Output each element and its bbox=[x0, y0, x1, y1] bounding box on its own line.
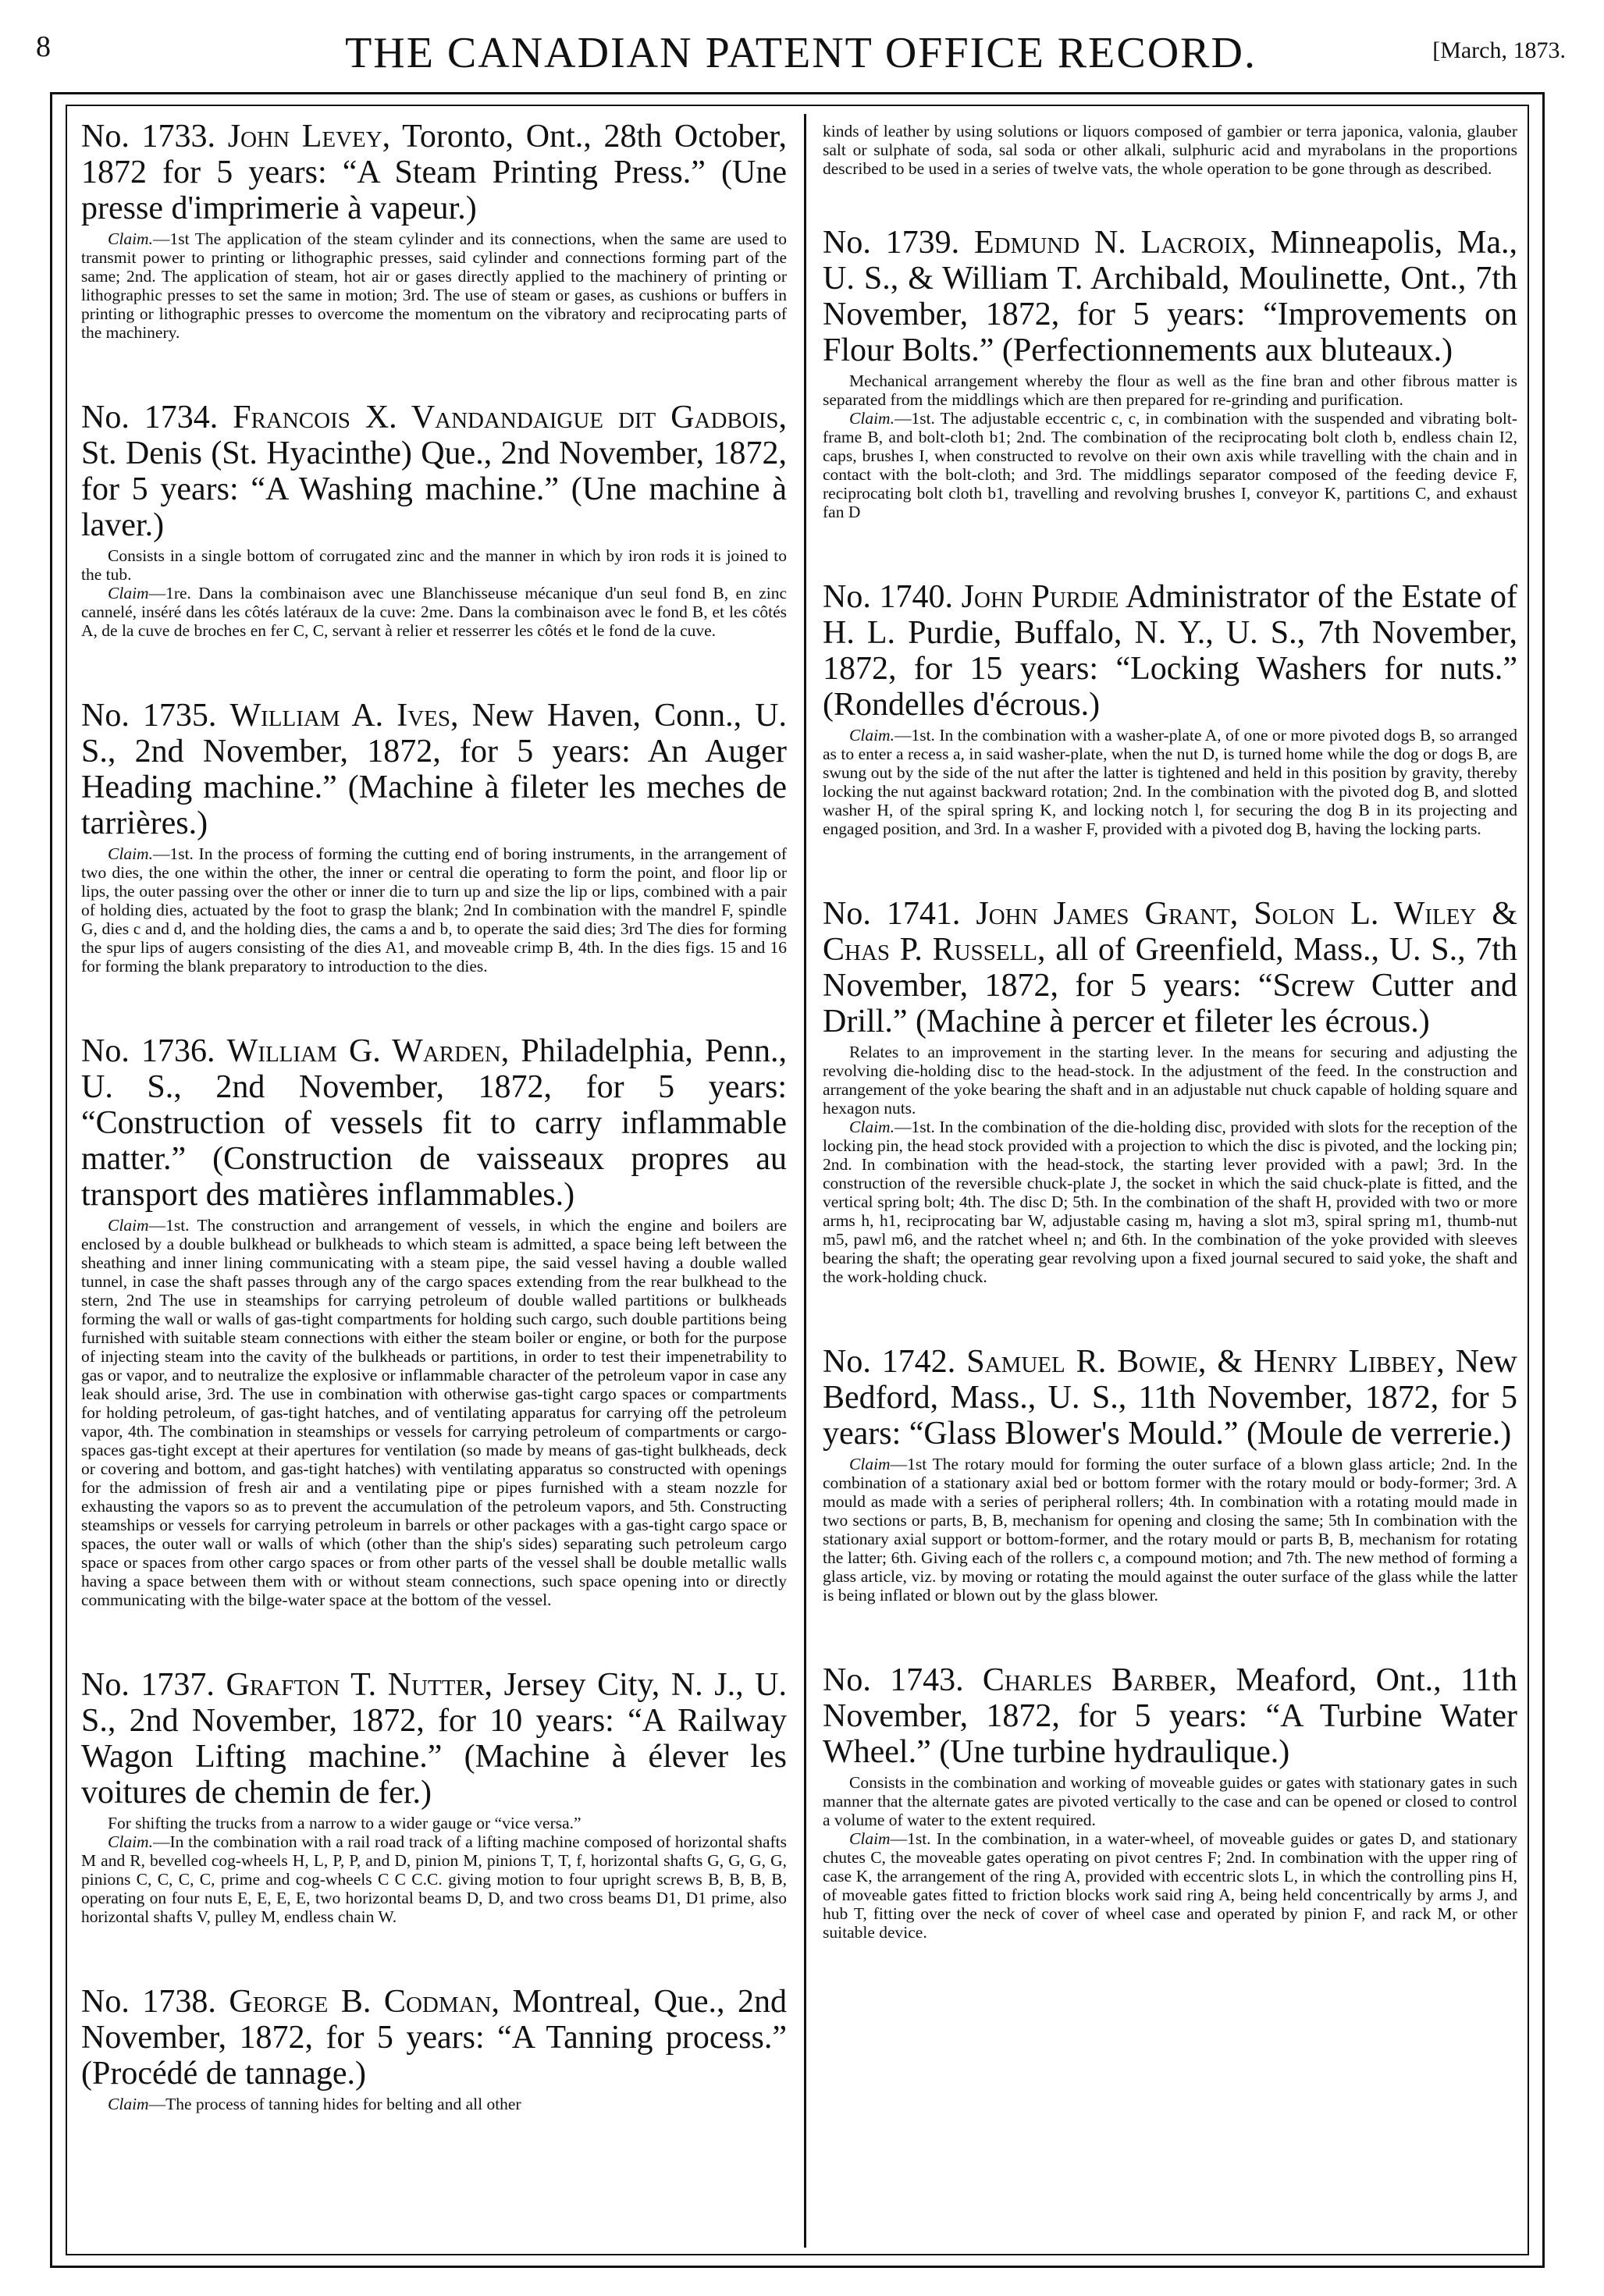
patent-entry bbox=[81, 1984, 787, 2113]
claim-paragraph bbox=[81, 229, 787, 342]
patent-number: No. 1735. bbox=[81, 698, 217, 734]
patent-title: New Bedford, Mass., U. S., 11th November, 1872, for 5 years: “Glass Blower's Mould.” (Moule de verrerie.) bbox=[823, 1344, 1517, 1452]
patent-description bbox=[823, 1455, 1517, 1605]
patent-heading bbox=[81, 400, 787, 543]
patent-heading bbox=[823, 225, 1517, 368]
inventor-name: William G. Warden, bbox=[226, 1033, 510, 1069]
patent-title: New Haven, Conn., U. S., 2nd November, 1872, for 5 years: An Auger Heading machine.” (Machine à fileter les meches de tarrières.) bbox=[81, 698, 787, 841]
patent-number: No. 1740. bbox=[823, 579, 953, 615]
patent-entry bbox=[823, 579, 1517, 838]
patent-number: No. 1733. bbox=[81, 119, 216, 155]
patent-title: St. Denis (St. Hyacinthe) Que., 2nd November, 1872, for 5 years: “A Washing machine.” (Une machine à laver.) bbox=[81, 435, 787, 543]
patent-entry bbox=[81, 400, 787, 640]
patent-description bbox=[81, 844, 787, 976]
inventor-name: William A. Ives, bbox=[229, 698, 459, 734]
claim-label: Claim bbox=[108, 1216, 149, 1235]
paragraph-text: Relates to an improvement in the starting lever. In the means for securing and adjusting the revolving die-holding disc to the head-stock. In the adjustment of the feed. In the construction and arrangement of the yoke bearing the shaft and in an adjustable nut chuck capable of holding square and hexagon nuts. bbox=[823, 1043, 1517, 1118]
patent-heading bbox=[81, 1984, 787, 2092]
patent-title: Meaford, Ont., 11th November, 1872, for 5 years: “A Turbine Water Wheel.” (Une turbine hydraulique.) bbox=[823, 1662, 1517, 1770]
paragraph-text: —1st. In the combination, in a water-wheel, of moveable guides or gates D, and stationary chutes C, the moveable gates operating on pivot centres F; 2nd. In combination with the upper ring of case K, the arrangement of the ring A, provided with eccentric slots L, in which the controlling pins H, of moveable gates fitted to friction blocks work said ring A, being held concentrically by arms J, and hub T, fitting over the neck of cover of wheel case and operated by pinion F, and rack M, or other suitable device. bbox=[823, 1829, 1517, 1942]
claim-label: Claim. bbox=[849, 409, 894, 428]
patent-title: Montreal, Que., 2nd November, 1872, for 5 years: “A Tanning process.” (Procédé de tannage.) bbox=[81, 1984, 787, 2092]
patent-number: No. 1737. bbox=[81, 1667, 215, 1703]
claim-label: Claim. bbox=[108, 229, 153, 248]
patent-heading bbox=[81, 1667, 787, 1811]
patent-heading bbox=[823, 579, 1517, 723]
patent-heading bbox=[823, 1344, 1517, 1452]
patent-number: No. 1739. bbox=[823, 225, 960, 261]
summary-paragraph bbox=[823, 371, 1517, 409]
patent-description bbox=[81, 546, 787, 640]
paragraph-text: —1st. The adjustable eccentric c, c, in combination with the suspended and vibrating bolt-frame B, and bolt-cloth b1; 2nd. The combination of the reciprocating bolt cloth b, endless chain I2, caps, brushes I, when constructed to revolve on their own axis while travelling with the chain and in contact with the bolt-cloth; and 3rd. The middlings separator composed of the feeding device F, reciprocating bolt cloth b1, travelling and revolving brushes I, conveyor K, partitions C, and exhaust fan D bbox=[823, 409, 1517, 521]
patent-entry bbox=[823, 225, 1517, 521]
patent-number: No. 1741. bbox=[823, 896, 961, 932]
inventor-name: Grafton T. Nutter, bbox=[226, 1667, 493, 1703]
column-divider bbox=[804, 114, 806, 2248]
right-column bbox=[823, 119, 1517, 2249]
claim-paragraph bbox=[81, 844, 787, 976]
patent-description bbox=[823, 1773, 1517, 1942]
continued-text: kinds of leather by using solutions or liquors composed of gambier or terra japonica, valonia, glauber salt or sulphate of soda, sal soda or other alkali, sulphuric acid and myrabolans in the proportions described to be used in a series of twelve vats, the whole operation to be gone through as described. bbox=[823, 122, 1517, 178]
patent-heading bbox=[823, 1662, 1517, 1770]
patent-title: Philadelphia, Penn., U. S., 2nd November, 1872, for 5 years: “Construction of vessels fit to carry inflammable matter.” (Construction de vaisseaux propres au transport des matières inflammables.) bbox=[81, 1033, 787, 1213]
claim-paragraph bbox=[823, 726, 1517, 838]
inventor-name: John Levey, bbox=[227, 119, 391, 155]
patent-title: Toronto, Ont., 28th October, 1872 for 5 years: “A Steam Printing Press.” (Une presse d'imprimerie à vapeur.) bbox=[81, 119, 787, 226]
patent-entry bbox=[823, 1344, 1517, 1605]
patent-description bbox=[81, 229, 787, 342]
inventor-name: John Purdie bbox=[961, 579, 1119, 615]
claim-label: Claim. bbox=[108, 844, 153, 863]
paragraph-text: Consists in a single bottom of corrugated zinc and the manner in which by iron rods it is joined to the tub. bbox=[81, 546, 787, 584]
paragraph-text: —1re. Dans la combinaison avec une Blanchisseuse mécanique d'un seul fond B, en zinc cannelé, inséré dans les côtés latéraux de la cuve: 2me. Dans la combinaison avec le fond B, et les côtés A, de la cuve de broches en fer C, C, servant à relier et resserrer les côtés et le fond de la cuve. bbox=[81, 584, 787, 640]
paragraph-text: —1st. In the combination of the die-holding disc, provided with slots for the reception of the locking pin, the head stock provided with a projection to which the disc is pivoted, and the locking pin; 2nd. In combination with the head-stock, the starting lever provided with a pawl; 3rd. In the construction of the reversible chuck-plate J, the socket in which the said chuck-plate is fitted, and the vertical spring bolt; 4th. The disc D; 5th. In the combination of the shaft H, provided with two or more arms h, h1, reciprocating bar W, adjustable casing m, having a slot m3, spiral spring m1, thumb-nut m5, pawl m6, and the ratchet wheel n; and 6th. In the combination of the yoke provided with sleeves bearing the shaft; the operating gear revolving upon a fixed journal secured to said yoke, the shaft and the work-holding chuck. bbox=[823, 1118, 1517, 1286]
claim-paragraph bbox=[81, 1216, 787, 1609]
patent-heading bbox=[81, 698, 787, 841]
claim-paragraph bbox=[823, 1118, 1517, 1286]
patent-heading bbox=[823, 896, 1517, 1040]
patent-description bbox=[823, 371, 1517, 521]
claim-paragraph bbox=[81, 1832, 787, 1926]
inventor-name: Samuel R. Bowie, & Henry Libbey, bbox=[966, 1344, 1445, 1380]
patent-heading bbox=[81, 119, 787, 226]
paragraph-text: For shifting the trucks from a narrow to a wider gauge or “vice versa.” bbox=[108, 1814, 581, 1832]
paragraph-text: —The process of tanning hides for belting and all other bbox=[148, 2095, 521, 2113]
patent-title: all of Greenfield, Mass., U. S., 7th November, 1872, for 5 years: “Screw Cutter and Drill.” (Machine à percer et fileter les écrous.) bbox=[823, 932, 1517, 1040]
inventor-name: John James Grant, Solon L. Wiley & Chas P. Russell, bbox=[823, 896, 1517, 968]
paragraph-text: —In the combination with a rail road track of a lifting machine composed of horizontal shafts M and R, bevelled cog-wheels H, L, P, P, and D, pinion M, pinions T, T, f, horizontal shafts G, G, G, G, pinions C, C, C, C, prime and cog-wheels C C C.C. giving motion to four upright screws B, B, B, B, operating on four nuts E, E, E, E, two horizontal beams D, D, and two cross beams D1, D1 prime, also horizontal shafts V, pulley M, endless chain W. bbox=[81, 1832, 787, 1926]
paragraph-text: —1st. In the process of forming the cutting end of boring instruments, in the arrangement of two dies, the one within the other, the inner or central die operating to form the point, and floor lip or lips, the outer passing over the other or inner die to turn up and size the lip or lips, combined with a pair of holding dies, actuated by the foot to grasp the blank; 2nd In combination with the mandrel F, spindle G, dies c and d, and the holding dies, the cams a and b, to operate the said dies; 3rd The dies for forming the spur lips of augers consisting of the dies A1, and moveable crimp B, 4th. In the dies figs. 15 and 16 for forming the blank preparatory to introduction to the dies. bbox=[81, 844, 787, 976]
issue-date: [March, 1873. bbox=[1432, 37, 1566, 63]
claim-paragraph bbox=[81, 584, 787, 640]
patent-title: Administrator of the Estate of H. L. Purdie, Buffalo, N. Y., U. S., 7th November, 1872, for 15 years: “Locking Washers for nuts.” (Rondelles d'écrous.) bbox=[823, 579, 1517, 723]
patent-entry bbox=[81, 1667, 787, 1926]
inventor-name: Charles Barber, bbox=[982, 1662, 1218, 1698]
claim-paragraph bbox=[823, 1455, 1517, 1605]
publication-title: THE CANADIAN PATENT OFFICE RECORD. bbox=[345, 29, 1257, 77]
paragraph-text: —1st. The construction and arrangement of vessels, in which the engine and boilers are enclosed by a double bulkhead or bulkheads to which steam is admitted, a space being left between the sheathing and inner lining communicating with a steam pipe, the said vessel having a double walled tunnel, in case the shaft passes through any of the cargo spaces extending from the rear bulkhead to the stern, 2nd The use in steamships for carrying petroleum of double walled partitions or bulkheads forming the wall or walls of gas-tight compartments for holding such cargo, such double partitions being furnished with suitable steam connections with either the steam boiler or engine, or both for the purpose of injecting steam into the cavity of the bulkheads or partitions, in order to test their impenetrability to gas or vapor, and to neutralize the explosive or inflammable character of the petroleum vapor in case any leak should arise, 3rd. The use in combination with otherwise gas-tight cargo spaces or compartments for holding petroleum, of gas-tight hatches, and of ventilating apparatus for carrying off the petroleum vapor, 4th. The combination in steamships or vessels for carrying petroleum of compartments or cargo-spaces gas-tight except at their apertures for ventilation (so made by means of gas-tight bulkheads, deck or covering and bottom, and gas-tight hatches) with ventilating apparatus so constructed with openings for the admission of fresh air and a ventilating pipe or pipes furnished with a steam nozzle for exhausting the vapors so as to prevent the accumulation of the petroleum vapors, and 5th. Constructing steamships or vessels for carrying petroleum in barrels or other packages with a gas-tight cargo space or spaces, the outer wall or walls of which (other than the ship's sides) separating such petroleum cargo space or spaces from other cargo spaces or from other parts of the vessel shall be double metallic walls having a space between them with or without steam connections, such space opening into or directly communicating with the bilge-water space at the bottom of the vessel. bbox=[81, 1216, 787, 1609]
summary-paragraph bbox=[823, 1773, 1517, 1829]
paragraph-text: Consists in the combination and working of moveable guides or gates with stationary gates in such manner that the alternate gates are pivoted vertically to the case and can be opened or closed to control a volume of water to the extent required. bbox=[823, 1773, 1517, 1829]
inventor-name: Francois X. Vandandaigue dit Gadbois, bbox=[233, 400, 787, 435]
paragraph-text: —1st The application of the steam cylinder and its connections, when the same are used to transmit power to printing or lithographic presses, said cylinder and connections forming part of the same; 2nd. The application of steam, hot air or gases directly applied to the machinery of printing or lithographic presses to set the same in motion; 3rd. The use of steam or gases, as cushions or buffers in printing or lithographic presses to overcome the momentum on the vibratory and reciprocating parts of the machinery. bbox=[81, 229, 787, 342]
paragraph-text: Mechanical arrangement whereby the flour as well as the fine bran and other fibrous matter is separated from the middlings which are then prepared for re-grinding and purification. bbox=[823, 371, 1517, 409]
left-column bbox=[81, 119, 787, 2249]
summary-paragraph bbox=[823, 1043, 1517, 1118]
patent-title: Minneapolis, Ma., U. S., & William T. Archibald, Moulinette, Ont., 7th November, 1872, for 5 years: “Improvements on Flour Bolts.” (Perfectionnements aux bluteaux.) bbox=[823, 225, 1517, 368]
claim-label: Claim. bbox=[108, 1832, 153, 1851]
inventor-name: Edmund N. Lacroix, bbox=[973, 225, 1256, 261]
claim-label: Claim. bbox=[849, 726, 894, 745]
patent-description bbox=[823, 726, 1517, 838]
claim-label: Claim bbox=[849, 1455, 891, 1473]
claim-label: Claim. bbox=[849, 1118, 894, 1136]
patent-number: No. 1738. bbox=[81, 1984, 216, 2020]
patent-entry bbox=[823, 1662, 1517, 1942]
patent-entry bbox=[81, 698, 787, 976]
summary-paragraph bbox=[81, 1814, 787, 1832]
patent-description bbox=[823, 1043, 1517, 1286]
paragraph-text: —1st. In the combination with a washer-plate A, of one or more pivoted dogs B, so arranged as to enter a recess a, in said washer-plate, when the nut D, is turned home while the dog or dogs B, are swung out by the side of the nut after the latter is tightened and held in this position by gravity, thereby locking the nut against backward rotation; 2nd. In the combination with the pivoted dog B, and slotted washer H, of the spiral spring K, and locking notch l, for securing the dog B in its projecting and engaged position, and 3rd. In a washer F, provided with a pivoted dog B, having the locking parts. bbox=[823, 726, 1517, 838]
claim-label: Claim bbox=[849, 1829, 891, 1848]
claim-paragraph bbox=[81, 2095, 787, 2113]
patent-number: No. 1734. bbox=[81, 400, 219, 435]
patent-description bbox=[81, 1216, 787, 1609]
patent-number: No. 1736. bbox=[81, 1033, 215, 1069]
patent-number: No. 1743. bbox=[823, 1662, 964, 1698]
patent-entry bbox=[81, 119, 787, 342]
claim-label: Claim bbox=[108, 584, 149, 602]
patent-description bbox=[81, 2095, 787, 2113]
inventor-name: George B. Codman, bbox=[229, 1984, 500, 2020]
claim-paragraph bbox=[823, 1829, 1517, 1942]
paragraph-text: —1st The rotary mould for forming the outer surface of a blown glass article; 2nd. In the combination of a stationary axial bed or bottom former with the rotary mould or body-former; 3rd. A mould as made with a series of peripheral rollers; 4th. In combination with a rotating mould made in two sections or parts, B, B, mechanism for opening and closing the same; 5th In combination with the stationary axial support or bottom-former, and the rotary mould or parts B, B, mechanism for rotating the latter; 6th. Giving each of the rollers c, a compound motion; and 7th. The new method of forming a glass article, viz. by moving or rotating the mould against the outer surface of the glass while the latter is being inflated or blown out by the glass blower. bbox=[823, 1455, 1517, 1605]
claim-paragraph bbox=[823, 409, 1517, 521]
page-header bbox=[36, 28, 1566, 75]
patent-entry bbox=[81, 1033, 787, 1609]
patent-heading bbox=[81, 1033, 787, 1213]
summary-paragraph bbox=[81, 546, 787, 584]
patent-title: Jersey City, N. J., U. S., 2nd November, 1872, for 10 years: “A Railway Wagon Lifting machine.” (Machine à élever les voitures de chemin de fer.) bbox=[81, 1667, 787, 1811]
patent-number: No. 1742. bbox=[823, 1344, 956, 1380]
patent-description bbox=[81, 1814, 787, 1926]
patent-entry bbox=[823, 896, 1517, 1286]
claim-label: Claim bbox=[108, 2095, 149, 2113]
page-number: 8 bbox=[36, 30, 51, 63]
